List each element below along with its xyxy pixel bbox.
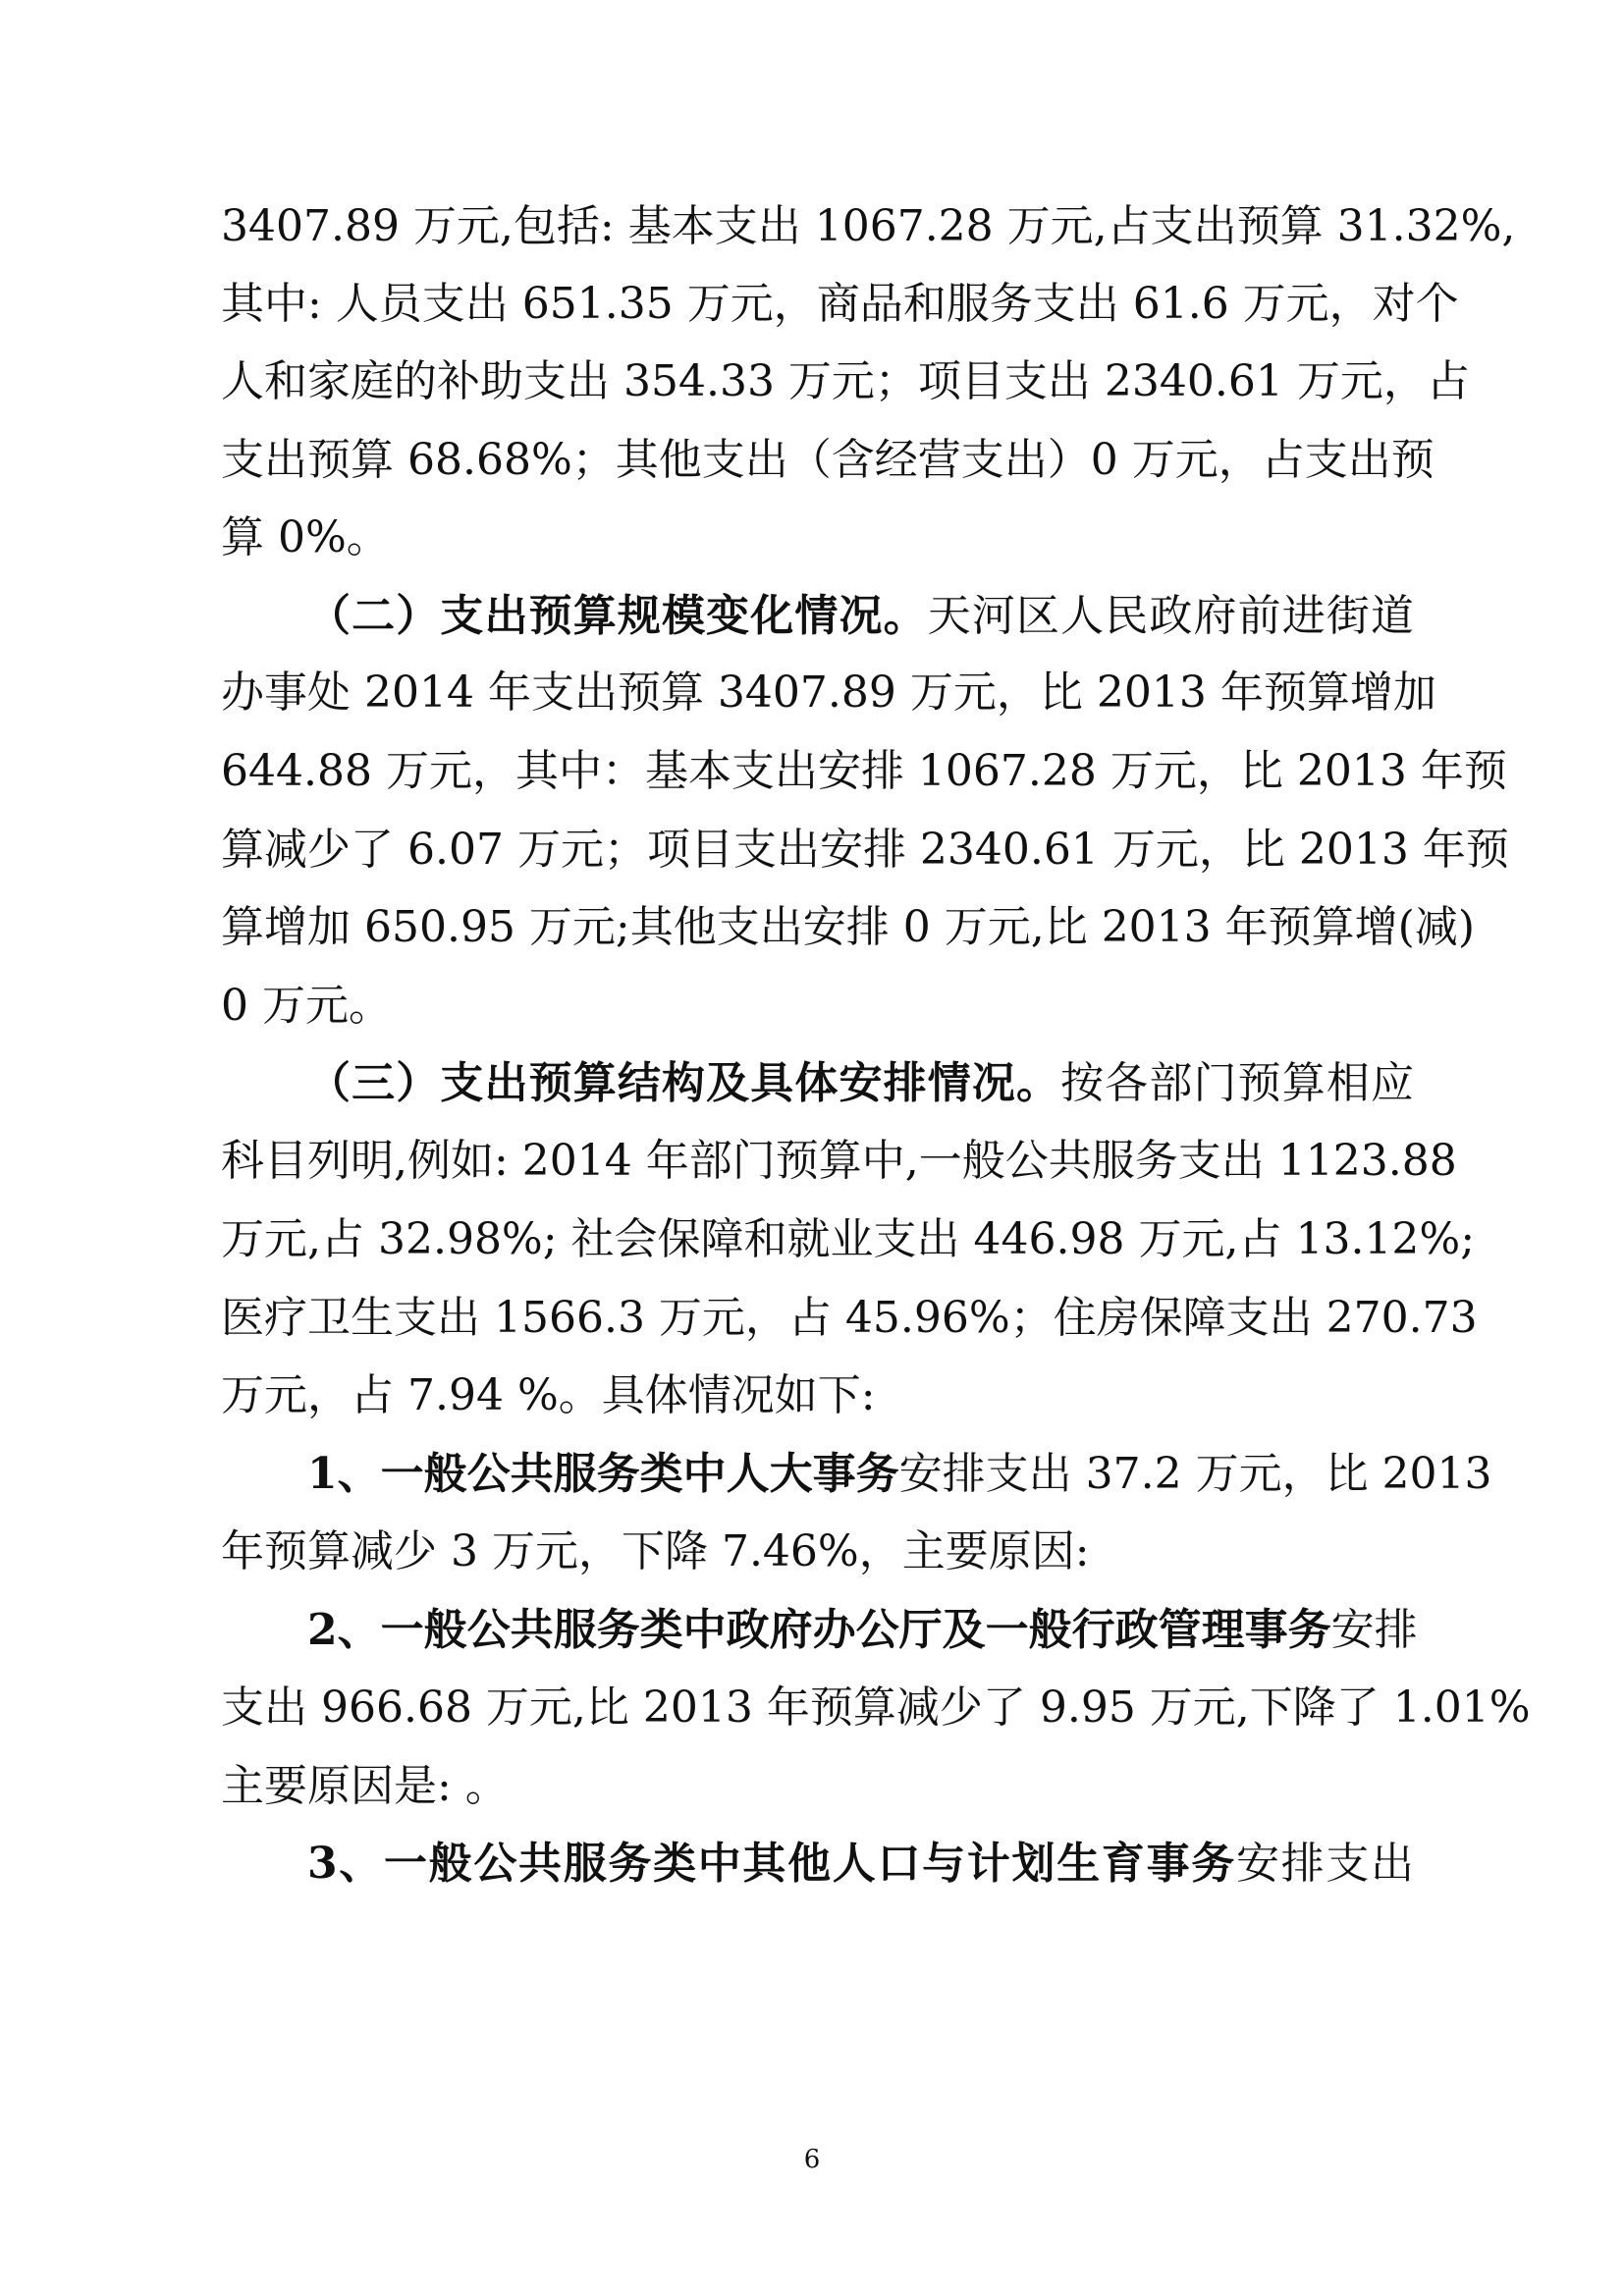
text-run: 算减少了 6.07 万元；项目支出安排 2340.61 万元，比 2013 年预 xyxy=(221,825,1509,875)
text-run: 医疗卫生支出 1566.3 万元，占 45.96%；住房保障支出 270.73 xyxy=(221,1293,1478,1343)
text-run: 按各部门预算相应 xyxy=(1060,1058,1414,1108)
text-run: 科目列明,例如: 2014 年部门预算中,一般公共服务支出 1123.88 xyxy=(221,1136,1457,1186)
text-line xyxy=(221,421,1435,500)
text-run: 人和家庭的补助支出 354.33 万元；项目支出 2340.61 万元，占 xyxy=(221,356,1470,406)
bold-heading-run: 3、一般公共服务类中其他人口与计划生育事务 xyxy=(307,1839,1236,1889)
text-line xyxy=(307,1435,1492,1514)
text-line xyxy=(221,1747,1414,1826)
text-line xyxy=(221,654,1436,732)
text-run: 安排支出 37.2 万元，比 2013 xyxy=(898,1449,1492,1499)
text-line xyxy=(221,1357,1414,1435)
text-run: 主要原因是: 。 xyxy=(221,1761,509,1811)
bold-heading-run: （二）支出预算规模变化情况。 xyxy=(307,591,928,641)
page-number: 6 xyxy=(803,2145,821,2174)
text-line xyxy=(221,1279,1478,1358)
text-line xyxy=(221,499,1414,577)
text-run: 3407.89 万元,包括: 基本支出 1067.28 万元,占支出预算 31.32%, xyxy=(221,201,1516,251)
text-line xyxy=(307,1044,1414,1123)
text-line xyxy=(221,343,1470,421)
text-line xyxy=(307,1591,1418,1670)
text-run: 支出预算 68.68%；其他支出（含经营支出）0 万元，占支出预 xyxy=(221,435,1435,485)
text-line xyxy=(221,1201,1476,1279)
text-run: 年预算减少 3 万元，下降 7.46%，主要原因: xyxy=(221,1526,1090,1576)
text-line xyxy=(221,967,1414,1045)
text-line xyxy=(221,811,1509,889)
text-line xyxy=(221,265,1459,344)
text-line xyxy=(221,1122,1457,1201)
text-line xyxy=(221,1669,1531,1747)
bold-heading-run: （三）支出预算结构及具体安排情况。 xyxy=(307,1058,1061,1108)
text-run: 办事处 2014 年支出预算 3407.89 万元，比 2013 年预算增加 xyxy=(221,667,1436,718)
text-line xyxy=(221,888,1475,967)
text-run: 0 万元。 xyxy=(221,981,392,1031)
bold-heading-run: 1、一般公共服务类中人大事务 xyxy=(307,1449,899,1499)
text-run: 万元，占 7.94 %。具体情况如下: xyxy=(221,1370,876,1420)
text-line xyxy=(221,1513,1414,1591)
text-line xyxy=(221,732,1507,811)
text-run: 安排 xyxy=(1330,1605,1418,1655)
text-run: 安排支出 xyxy=(1235,1839,1414,1889)
text-line xyxy=(307,1825,1414,1903)
text-run: 算 0%。 xyxy=(221,512,390,562)
text-run: 天河区人民政府前进街道 xyxy=(927,591,1414,641)
text-run: 644.88 万元，其中：基本支出安排 1067.28 万元，比 2013 年预 xyxy=(221,746,1507,796)
text-run: 万元,占 32.98%; 社会保障和就业支出 446.98 万元,占 13.12%; xyxy=(221,1214,1476,1264)
text-line xyxy=(307,577,1414,656)
text-line xyxy=(221,187,1516,266)
bold-heading-run: 2、一般公共服务类中政府办公厅及一般行政管理事务 xyxy=(307,1605,1331,1655)
text-run: 其中: 人员支出 651.35 万元，商品和服务支出 61.6 万元，对个 xyxy=(221,279,1459,329)
text-run: 算增加 650.95 万元;其他支出安排 0 万元,比 2013 年预算增(减) xyxy=(221,902,1475,952)
text-run: 支出 966.68 万元,比 2013 年预算减少了 9.95 万元,下降了 1.01% xyxy=(221,1682,1531,1733)
